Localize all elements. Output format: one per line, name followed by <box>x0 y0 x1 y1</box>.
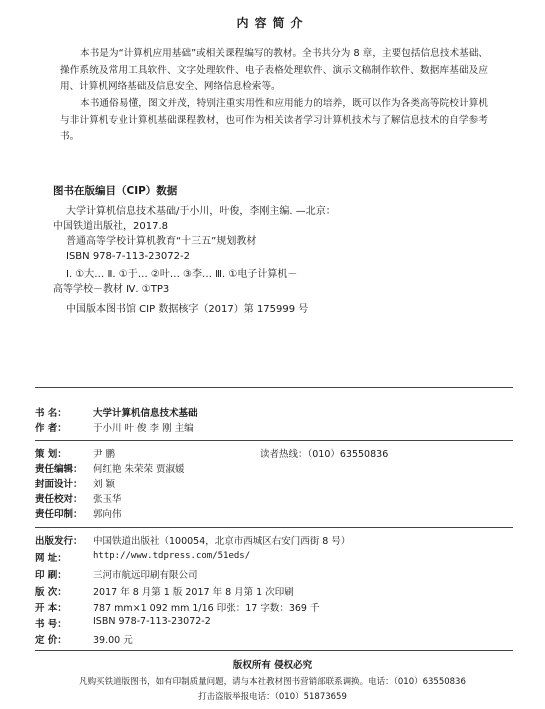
proofreader-label: 责任校对： <box>35 494 83 505</box>
price-value: 39.00 元 <box>93 635 133 646</box>
isbn-value: ISBN 978-7-113-23072-2 <box>93 616 211 627</box>
cip-line-6: 高等学校－教材 Ⅳ. ①TP3 <box>53 284 170 295</box>
copyright-notice: 版权所有 侵权必究 <box>232 660 313 671</box>
printer-label: 印 刷： <box>35 570 67 581</box>
isbn-label: 书 号： <box>35 619 67 630</box>
cip-line-3: 普通高等学校计算机教育“十三五”规划教材 <box>66 236 257 247</box>
publisher-label: 出版发行： <box>35 536 83 547</box>
price-label: 定 价： <box>35 635 67 646</box>
edition-label: 版 次： <box>35 587 67 598</box>
summary-paragraph-1: 本书是为“计算机应用基础”或相关课程编写的教材。全书共分为 8 章，主要包括信息技术基础、操作系统及常用工具软件、文字处理软件、电子表格处理软件、演示文稿制作软件、数据库基础及应用、计算机网络基础及信息安全、网络信息检索等。 <box>60 48 488 92</box>
planner-label: 策 划： <box>35 449 67 460</box>
cip-line-4: ISBN 978-7-113-23072-2 <box>66 251 190 262</box>
format-value: 787 mm×1 092 mm 1/16 印张：17 字数：369 千 <box>93 603 320 614</box>
divider-credits <box>35 440 513 441</box>
edition-value: 2017 年 8 月第 1 版 2017 年 8 月第 1 次印刷 <box>93 587 294 598</box>
cip-line-7: 中国版本图书馆 CIP 数据核字（2017）第 175999 号 <box>66 304 309 315</box>
reader-hotline: 读者热线：（010）63550836 <box>260 449 389 460</box>
book-title-value: 大学计算机信息技术基础 <box>93 408 198 419</box>
editor-label: 责任编辑： <box>35 464 83 475</box>
publisher-value: 中国铁道出版社（100054，北京市西城区右安门西街 8 号） <box>93 536 351 547</box>
cip-line-1: 大学计算机信息技术基础/于小川，叶俊，李刚主编. —北京： <box>66 206 336 217</box>
website-link[interactable]: http://www.tdpress.com/51eds/ <box>93 551 251 561</box>
cip-line-2: 中国铁道出版社，2017.8 <box>53 221 168 232</box>
planner-value: 尹 鹏 <box>93 449 116 460</box>
cover-design-label: 封面设计： <box>35 479 83 490</box>
divider-publication <box>35 527 513 528</box>
print-manager-label: 责任印制： <box>35 509 83 520</box>
piracy-hotline: 打击盗版举报电话：（010）51873659 <box>198 692 347 702</box>
cover-design-value: 刘 颖 <box>93 479 116 490</box>
author-value: 于小川 叶 俊 李 刚 主编 <box>93 423 194 434</box>
print-manager-value: 郭向伟 <box>93 509 122 520</box>
author-label: 作 者： <box>35 423 67 434</box>
website-label: 网 址： <box>35 553 67 564</box>
summary-title: 内容简介 <box>236 16 309 30</box>
cip-heading: 图书在版编目（CIP）数据 <box>53 185 178 197</box>
divider-top <box>35 387 513 388</box>
printer-value: 三河市航远印刷有限公司 <box>93 570 198 581</box>
editor-value: 何红艳 朱荣荣 贾淑媛 <box>93 464 185 475</box>
proofreader-value: 张玉华 <box>93 494 122 505</box>
book-title-label: 书 名： <box>35 408 67 419</box>
quality-notice: 凡购买铁道版图书，如有印制质量问题，请与本社教材图书营销部联系调换。电话：（010）63550836 <box>79 677 466 687</box>
format-label: 开 本： <box>35 603 67 614</box>
divider-footer <box>35 650 513 651</box>
cip-line-5: Ⅰ. ①大… Ⅱ. ①于… ②叶… ③李… Ⅲ. ①电子计算机－ <box>66 269 298 280</box>
summary-paragraph-2: 本书通俗易懂，图文并茂，特别注重实用性和应用能力的培养，既可以作为各类高等院校计算机与非计算机专业计算机基础课程教材，也可作为相关读者学习计算机技术与了解信息技术的自学参考书。 <box>60 98 488 142</box>
